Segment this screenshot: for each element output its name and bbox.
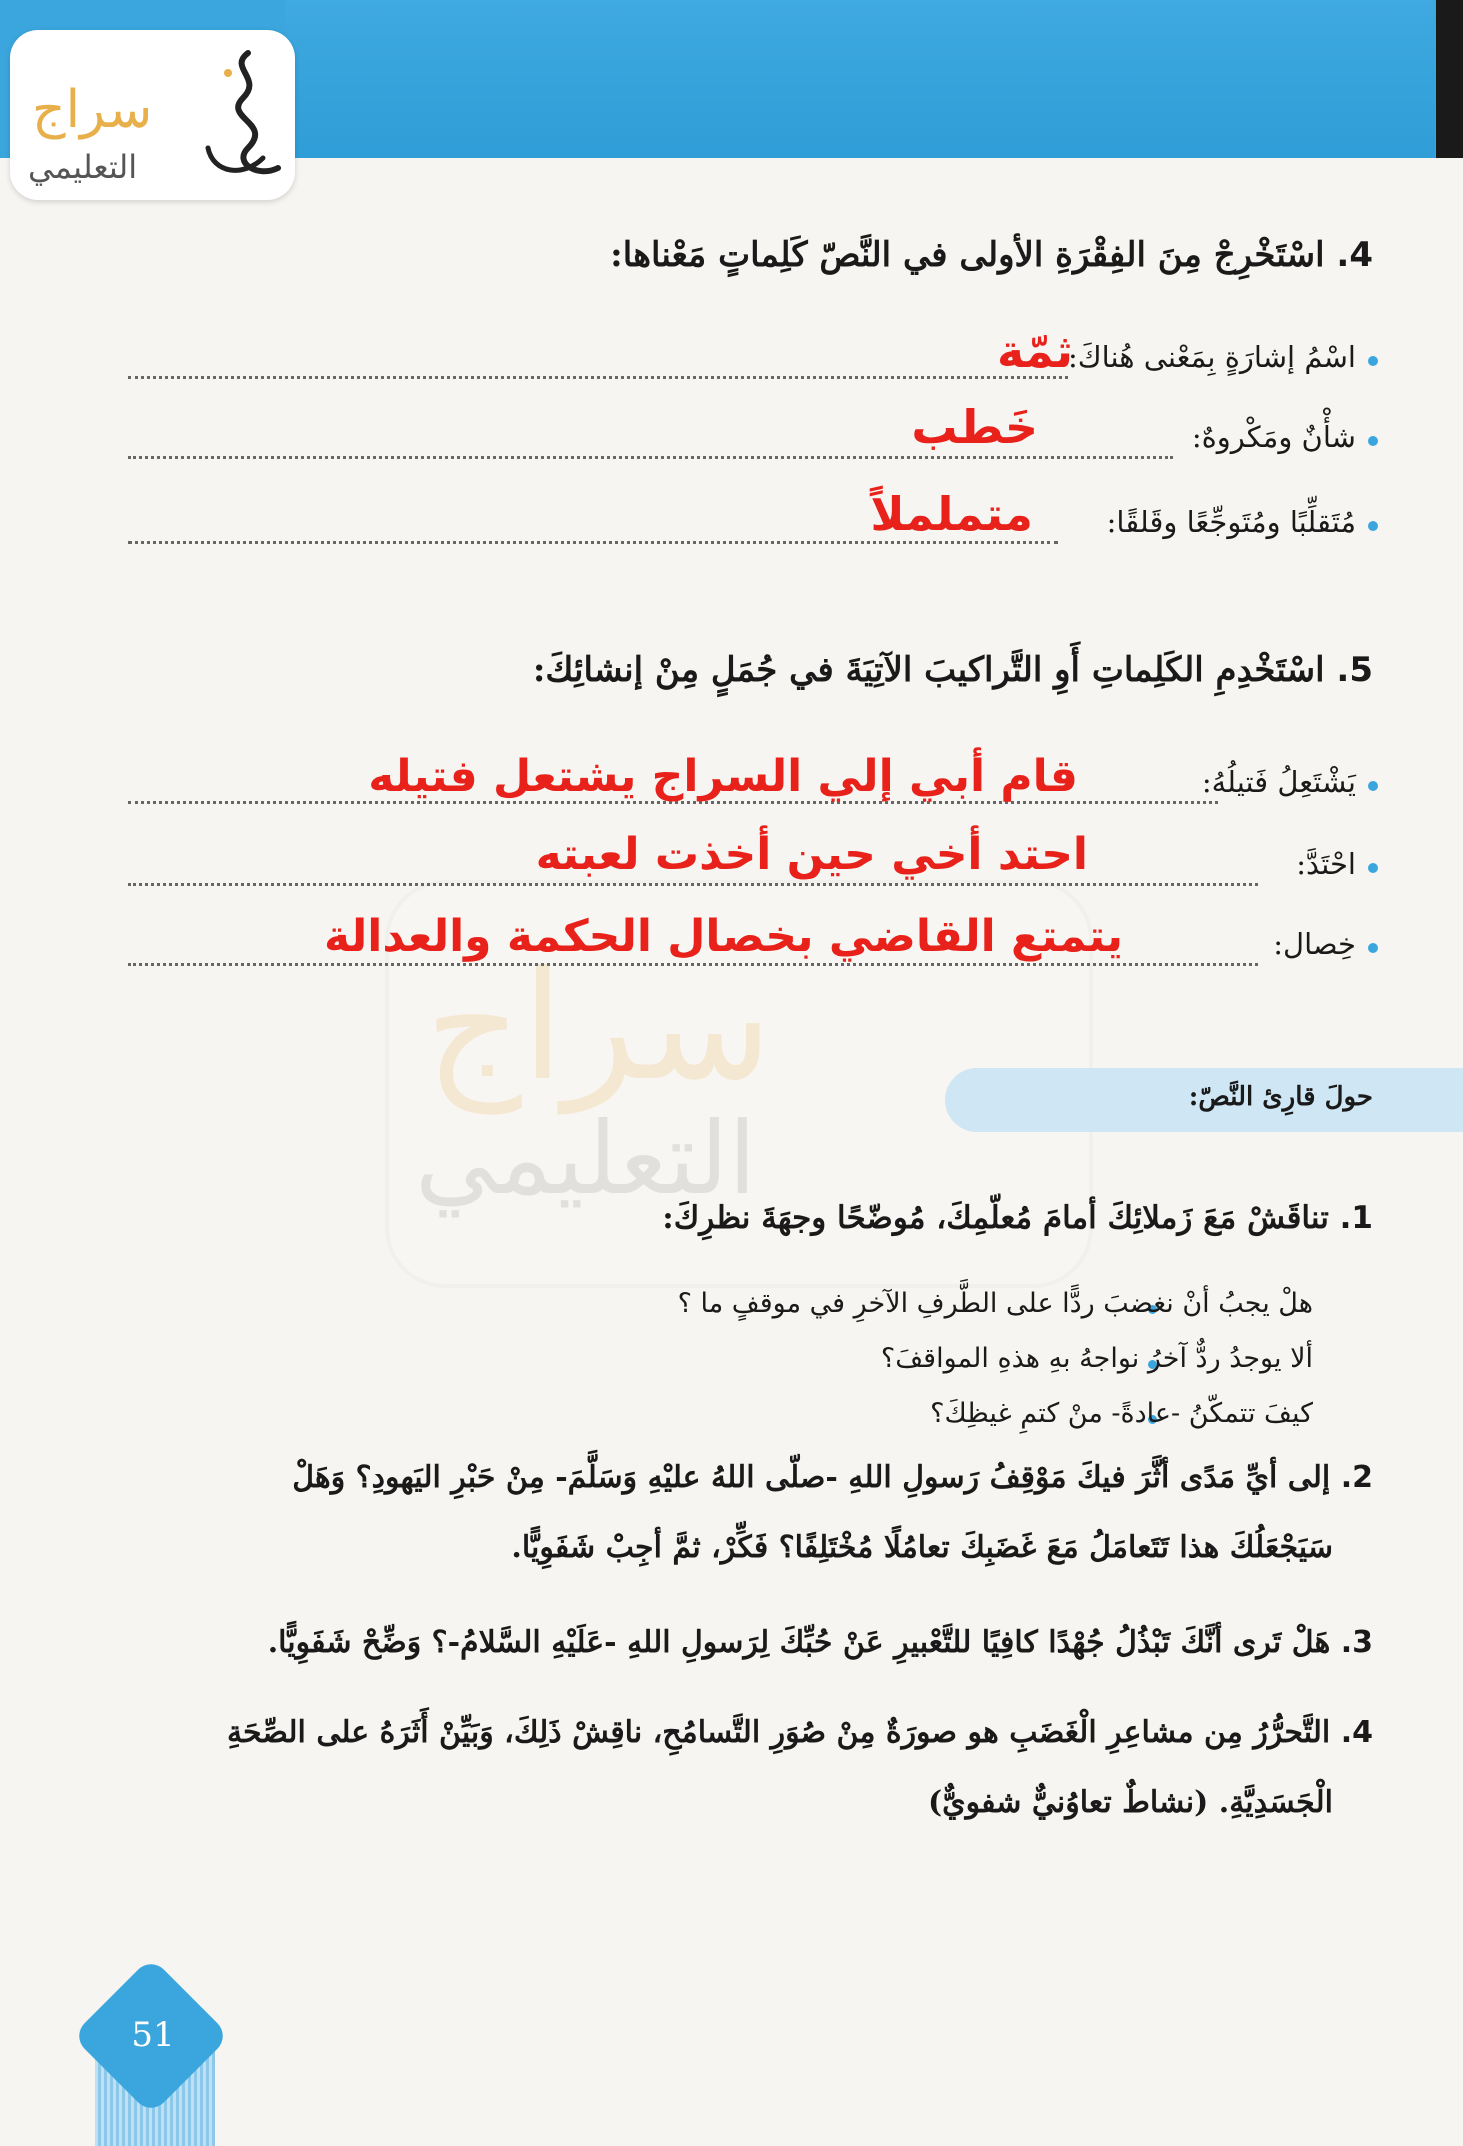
q4-number: 4. <box>1336 235 1373 275</box>
calligraphy-icon <box>188 48 288 188</box>
d3-text: هَلْ تَرى أنَّكَ تَبْذُلُ جُهْدًا كافِيًا للتَّعْبيرِ عَنْ حُبِّكَ لِرَسولِ اللهِ -عَلَيْهِ السَّلامُ-؟ وَضِّحْ شَفَوِيًّا. <box>267 1625 1331 1660</box>
q4-item-1 <box>128 324 1378 394</box>
d2-number: 2. <box>1340 1460 1373 1495</box>
d3-line <box>268 1625 1373 1660</box>
q4-item-3-label: مُتَقلِّبًا ومُتَوجِّعًا وقَلقًا: <box>1106 505 1356 539</box>
d4-number: 4. <box>1340 1715 1373 1750</box>
d2-text-1: إلى أيِّ مَدًى أثَّرَ فيكَ مَوْقِفُ رَسولِ اللهِ -صلّى اللهُ عليْهِ وَسَلَّمَ- مِنْ حَبْرِ اليَهودِ؟ وَهَلْ <box>292 1460 1331 1495</box>
q4-item-3 <box>128 487 1378 559</box>
q5-item-3-answer[interactable]: يتمتع القاضي بخصال الحكمة والعدالة <box>324 911 1123 962</box>
q5-item-2 <box>128 829 1378 901</box>
q4-item-2 <box>128 400 1378 474</box>
header-band-edge <box>1436 0 1463 158</box>
q4-item-2-answer[interactable]: خَطب <box>911 400 1038 454</box>
bullet-icon <box>1368 436 1378 446</box>
header-band-inner <box>285 0 1435 158</box>
d4-text-2: الْجَسَدِيَّةِ. (نشاطٌ تعاوُنيٌّ شفويٌّ) <box>927 1785 1333 1820</box>
page-number: 51 <box>131 2015 175 2055</box>
d4-line-1 <box>227 1715 1373 1750</box>
d4-text-1: التَّحرُّرُ مِن مشاعِرِ الْغَضَبِ هو صورَةٌ مِنْ صُوَرِ التَّسامُحِ، ناقِشْ ذَلِكَ، وَبَيِّنْ أَثَرَهُ على الصِّحَةِ <box>226 1715 1331 1750</box>
d2-line-1 <box>292 1460 1373 1495</box>
d2-text-2: سَيَجْعَلُكَ هذا تَتَعامَلُ مَعَ غَضَبِكَ تعامُلًا مُخْتَلِفًا؟ فَكِّرْ، ثمَّ أجِبْ شَفَوِيًّا. <box>511 1530 1333 1565</box>
q5-item-2-answer[interactable]: احتد أخي حين أخذت لعبته <box>535 829 1088 880</box>
watermark-subtitle: التعليمي <box>415 1100 757 1217</box>
d1-item-1: هلْ يجبُ أنْ نغضبَ ردًّا على الطَّرفِ الآخرِ في موقفٍ ما ؟ <box>677 1288 1313 1319</box>
d3-number: 3. <box>1340 1625 1373 1660</box>
q4-item-2-label: شأْنٌ ومَكْروهٌ: <box>1191 420 1356 454</box>
siraj-logo <box>10 30 295 200</box>
section-title: حولَ قارِئ النَّصّ: <box>1188 1082 1373 1112</box>
q5-item-1-answer[interactable]: قام أبي إلي السراج يشتعل فتيله <box>368 751 1078 802</box>
logo-name: سراج <box>32 80 153 140</box>
q5-item-3-label: خِصال: <box>1273 927 1356 961</box>
d1-item-2: ألا يوجدُ ردٌّ آخرُ نواجهُ بهِ هذهِ المواقفَ؟ <box>880 1343 1313 1374</box>
answer-line <box>128 883 1258 886</box>
d1-item-3: كيفَ تتمكّنُ -عادةً- منْ كتمِ غيظِكَ؟ <box>930 1398 1313 1429</box>
q5-text: اسْتَخْدِمِ الكَلِماتِ أَوِ التَّراكيبَ الآتِيَةَ في جُمَلٍ مِنْ إنشائِكَ: <box>532 650 1325 690</box>
q4-item-3-answer[interactable]: متململاً <box>870 487 1033 541</box>
bullet-icon <box>1368 356 1378 366</box>
q4-item-1-label: اسْمُ إشارَةٍ بِمَعْنى هُناكَ: <box>1067 340 1356 374</box>
bullet-icon <box>1368 863 1378 873</box>
q4-title <box>610 235 1373 275</box>
q5-item-1-label: يَشْتَعِلُ فَتيلُهُ: <box>1201 765 1356 799</box>
bullet-icon <box>1368 781 1378 791</box>
q5-title <box>533 650 1373 690</box>
bullet-icon <box>1368 521 1378 531</box>
d1-number: 1. <box>1339 1200 1373 1236</box>
answer-line <box>128 541 1058 544</box>
d1-title <box>662 1200 1373 1236</box>
q5-item-2-label: احْتَدَّ: <box>1296 847 1356 881</box>
q4-text: اسْتَخْرِجْ مِنَ الفِقْرَةِ الأولى في النَّصّ كَلِماتٍ مَعْناها: <box>610 235 1325 275</box>
bullet-icon <box>1368 943 1378 953</box>
watermark-name: سراج <box>425 940 772 1114</box>
answer-line <box>128 376 1068 379</box>
q4-item-1-answer[interactable]: ثمّة <box>996 324 1073 378</box>
logo-subtitle: التعليمي <box>28 148 138 186</box>
q5-item-1 <box>128 751 1378 819</box>
answer-line <box>128 963 1258 966</box>
q5-item-3 <box>128 911 1378 981</box>
d1-text: تناقَشْ مَعَ زَملائِكَ أمامَ مُعلّمِكَ، مُوضّحًا وجهَةَ نظرِكَ: <box>662 1200 1329 1236</box>
answer-line <box>128 456 1173 459</box>
q5-number: 5. <box>1336 650 1373 690</box>
